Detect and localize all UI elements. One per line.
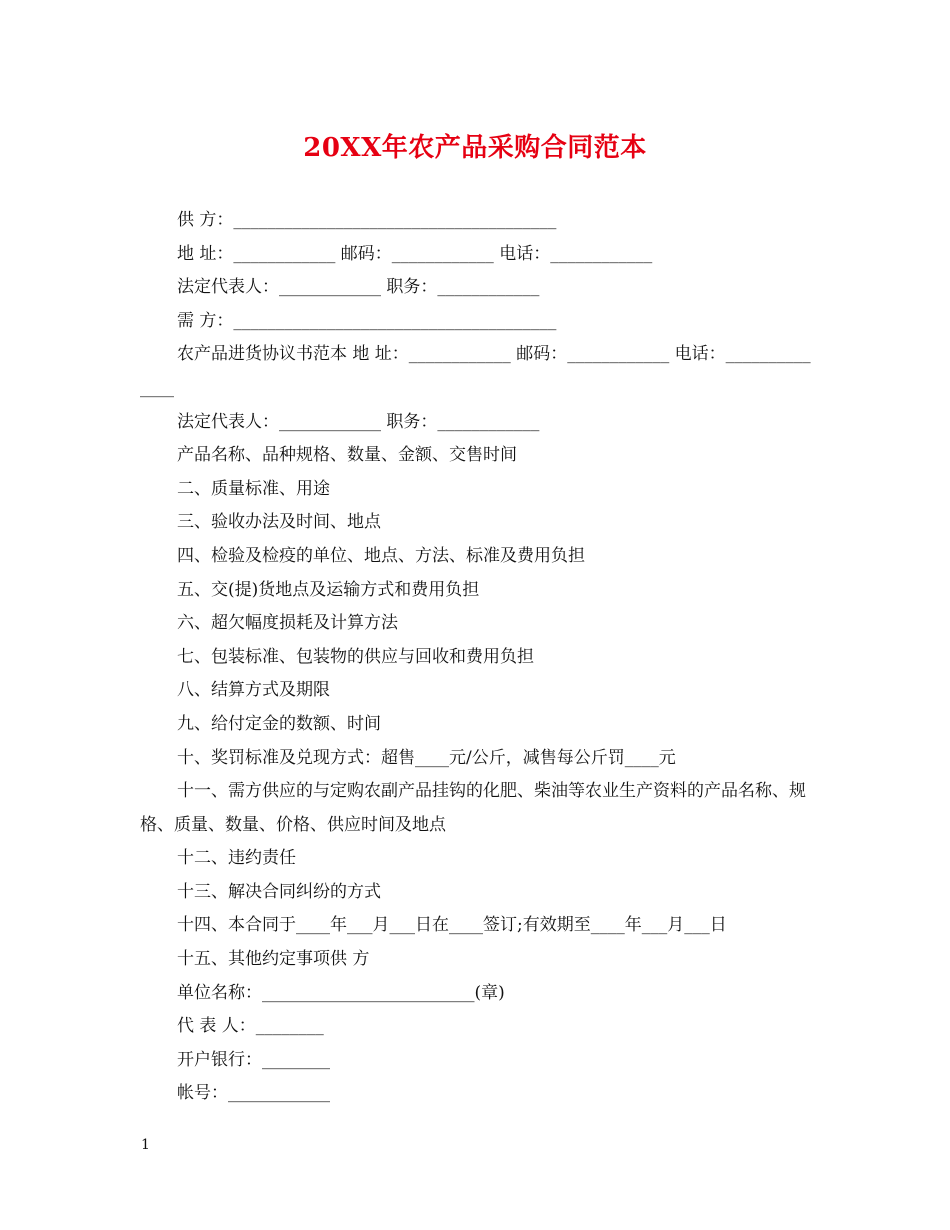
clause-2-line: 二、质量标准、用途 bbox=[177, 478, 330, 499]
clause-5-line: 五、交(提)货地点及运输方式和费用负担 bbox=[177, 579, 480, 600]
clause-14-line: 十四、本合同于____年___月___日在____签订;有效期至____年___月___日 bbox=[177, 915, 727, 936]
unit-name-line: 单位名称：_________________________(章) bbox=[177, 982, 505, 1003]
page-number: 1 bbox=[141, 1137, 150, 1153]
buyer-line: 需 方：______________________________________ bbox=[177, 310, 557, 331]
buyer-representative-line: 法定代表人：____________ 职务：____________ bbox=[177, 411, 540, 432]
clause-3-line: 三、验收办法及时间、地点 bbox=[177, 512, 381, 533]
representative-line: 代 表 人：________ bbox=[177, 1016, 324, 1037]
clause-7-line: 七、包装标准、包装物的供应与回收和费用负担 bbox=[177, 646, 534, 667]
account-line: 帐号：____________ bbox=[177, 1083, 330, 1104]
document-body bbox=[140, 204, 815, 1111]
clause-6-line: 六、超欠幅度损耗及计算方法 bbox=[177, 613, 398, 634]
supplier-line: 供 方：______________________________________ bbox=[177, 210, 557, 230]
clause-11-line: 十一、需方供应的与定购农副产品挂钩的化肥、柴油等农业生产资料的产品名称、规格、质量、数量、价格、供应时间及地点 bbox=[140, 781, 806, 835]
supplier-representative-line: 法定代表人：____________ 职务：____________ bbox=[177, 277, 540, 298]
document-title: 20XX年农产品采购合同范本 bbox=[303, 133, 647, 163]
clause-4-line: 四、检验及检疫的单位、地点、方法、标准及费用负担 bbox=[177, 545, 585, 566]
clause-13-line: 十三、解决合同纠纷的方式 bbox=[177, 881, 381, 902]
clause-15-line: 十五、其他约定事项供 方 bbox=[177, 949, 370, 970]
buyer-address-line: 农产品进货协议书范本 地 址：____________ 邮码：____________ 电话：______________ bbox=[140, 344, 811, 398]
clause-9-line: 九、给付定金的数额、时间 bbox=[177, 713, 381, 734]
clause-product-line: 产品名称、品种规格、数量、金额、交售时间 bbox=[177, 445, 517, 466]
clause-10-line: 十、奖罚标准及兑现方式：超售____元/公斤，减售每公斤罚____元 bbox=[177, 747, 676, 768]
clause-8-line: 八、结算方式及期限 bbox=[177, 680, 330, 701]
clause-12-line: 十二、违约责任 bbox=[177, 848, 296, 869]
bank-line: 开户银行：________ bbox=[177, 1049, 330, 1070]
supplier-address-line: 地 址：____________ 邮码：____________ 电话：____________ bbox=[177, 243, 653, 264]
